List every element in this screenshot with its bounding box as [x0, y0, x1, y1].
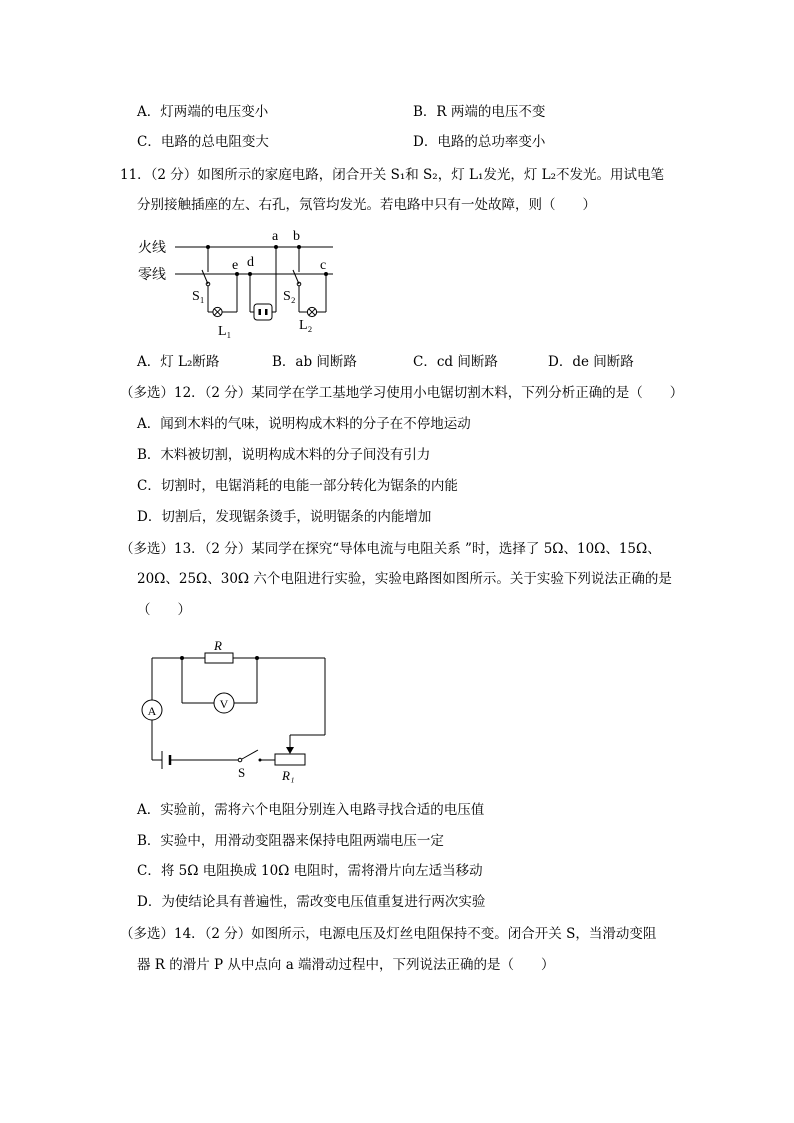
point-e-label: e [232, 258, 239, 273]
q12-option-c: C．切割时，电锯消耗的电能一部分转化为锯条的内能 [137, 478, 458, 494]
q11-stem-line2: 分别接触插座的左、右孔，氖管均发光。若电路中只有一处故障，则（ ） [137, 197, 596, 213]
q13-option-b: B．实验中，用滑动变阻器来保持电阻两端电压一定 [137, 833, 444, 849]
switch-s1-symbol [202, 270, 210, 286]
point-a-label: a [272, 229, 279, 244]
q14-stem-line1: （多选）14．（2 分）如图所示，电源电压及灯丝电阻保持不变。闭合开关 S，当滑动变阻 [120, 926, 657, 942]
socket-symbol [254, 304, 272, 320]
q13-stem-line3: （ ） [137, 602, 191, 618]
q12-option-a: A．闻到木料的气味，说明构成木料的分子在不停地运动 [137, 416, 471, 432]
lamp-l1-label: L₁ [218, 324, 232, 339]
q14-stem-line2: 器 R 的滑片 P 从中点向 a 端滑动过程中，下列说法正确的是（ ） [137, 957, 555, 973]
voltmeter-label: V [219, 697, 229, 711]
q10-option-a: A．灯两端的电压变小 [137, 104, 269, 120]
point-d-label: d [247, 255, 254, 270]
rheostat-r1-symbol [275, 747, 305, 765]
lamp-l2-label: L₂ [299, 318, 313, 333]
q11-option-b: B．ab 间断路 [272, 354, 357, 370]
switch-s2-symbol [293, 270, 301, 286]
q13-option-d: D．为使结论具有普遍性，需改变电压值重复进行两次实验 [137, 894, 486, 910]
q13-stem-line1: （多选）13．（2 分）某同学在探究“导体电流与电阻关系 ”时，选择了 5Ω、10Ω、15Ω、 [120, 541, 661, 557]
q11-option-c: C．cd 间断路 [413, 354, 498, 370]
q12-option-d: D．切割后，发现锯条烫手，说明锯条的内能增加 [137, 509, 432, 525]
q13-stem-line2: 20Ω、25Ω、30Ω 六个电阻进行实验，实验电路图如图所示。关于实验下列说法正确的是 [137, 571, 672, 587]
q10-option-d: D．电路的总功率变小 [413, 134, 546, 150]
q11-option-a: A．灯 L₂断路 [137, 354, 220, 370]
point-c-label: c [320, 258, 327, 273]
ammeter-label: A [147, 704, 157, 718]
q13-option-a: A．实验前，需将六个电阻分别连入电路寻找合适的电压值 [137, 802, 485, 818]
q10-option-b: B．R 两端的电压不变 [413, 104, 546, 120]
switch-s1-label: S₁ [192, 289, 205, 304]
q10-option-c: C．电路的总电阻变大 [137, 134, 269, 150]
lamp-l1-symbol [213, 307, 222, 316]
neutral-wire-label: 零线 [138, 268, 166, 283]
point-b-label: b [293, 229, 300, 244]
live-wire-label: 火线 [138, 241, 166, 256]
resistor-r-symbol [205, 653, 233, 663]
rheostat-r1-label: R₁ [282, 768, 295, 783]
switch-s-symbol [238, 750, 261, 762]
q11-household-circuit-diagram [130, 222, 345, 342]
q13-circuit-diagram [130, 630, 340, 785]
switch-s2-label: S₂ [283, 289, 296, 304]
battery-symbol [162, 751, 170, 769]
lamp-l2-symbol [307, 307, 316, 316]
q11-stem-line1: 11．（2 分）如图所示的家庭电路，闭合开关 S₁和 S₂，灯 L₁发光，灯 L₂不发光。用试电笔 [120, 167, 665, 183]
q13-option-c: C．将 5Ω 电阻换成 10Ω 电阻时，需将滑片向左适当移动 [137, 863, 483, 879]
switch-s-label: S [238, 765, 246, 780]
q12-stem: （多选）12．（2 分）某同学在学工基地学习使用小电锯切割木料，下列分析正确的是（ ） [120, 385, 684, 401]
ammeter-symbol [142, 700, 162, 720]
q11-option-d: D．de 间断路 [548, 354, 634, 370]
q12-option-b: B．木料被切割，说明构成木料的分子间没有引力 [137, 447, 431, 463]
voltmeter-symbol [214, 693, 234, 713]
resistor-r-label: R [214, 638, 222, 653]
